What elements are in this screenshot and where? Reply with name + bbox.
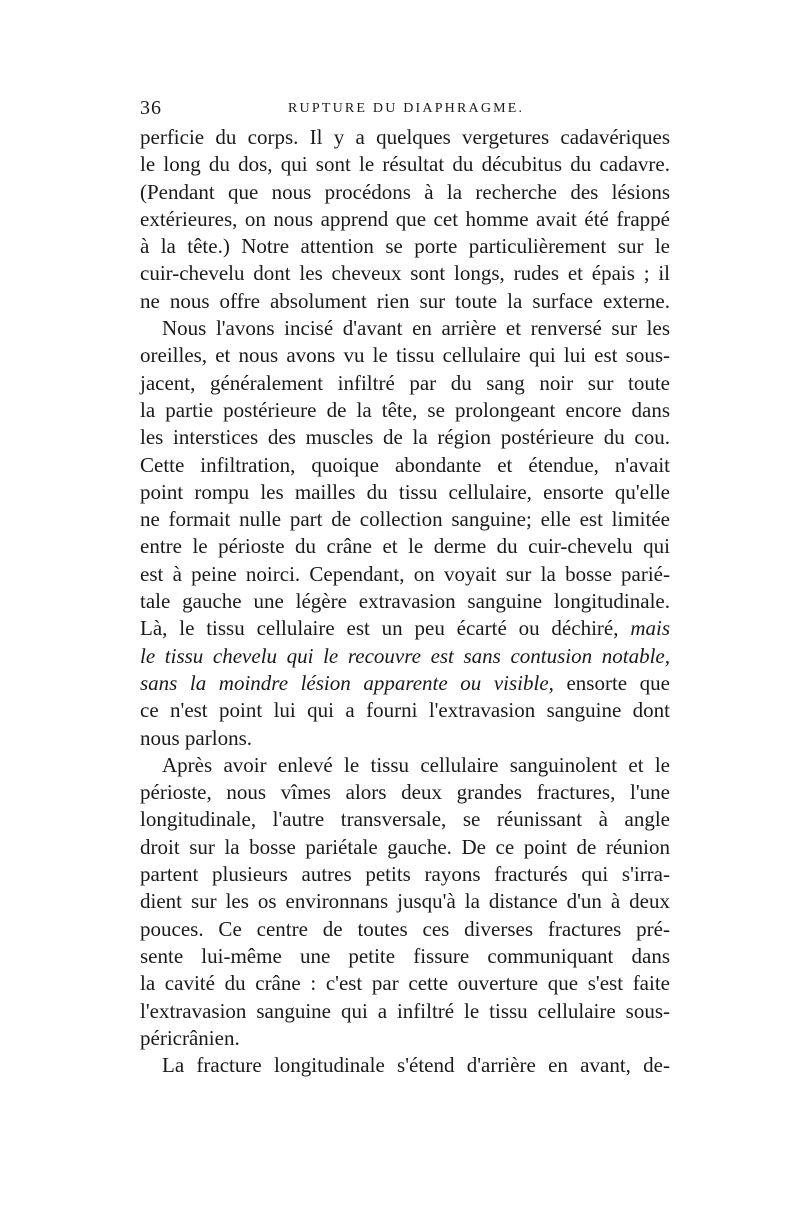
text-line: les interstices des muscles de la région postérieure du cou.	[140, 425, 670, 450]
text-line: ce n'est point lui qui a fourni l'extravasion sanguine dont	[140, 698, 670, 723]
italic-text-line: le tissu chevelu qui le recouvre est sans contusion notable,	[140, 643, 670, 668]
text-line: oreilles, et nous avons vu le tissu cellulaire qui lui est sous-	[140, 343, 670, 368]
running-head	[140, 97, 670, 119]
text-line: (Pendant que nous procédons à la recherche des lésions	[140, 179, 670, 204]
text-line: point rompu les mailles du tissu cellulaire, ensorte qu'elle	[140, 479, 670, 504]
text-line: tale gauche une légère extravasion sanguine longitudinale.	[140, 589, 670, 614]
paragraph-end-line: péricrânien.	[140, 1025, 240, 1050]
text-line: la partie postérieure de la tête, se prolongeant encore dans	[140, 397, 670, 422]
text-line: perficie du corps. Il y a quelques vergetures cadavériques	[140, 125, 670, 149]
paragraph-start-line: Nous l'avons incisé d'avant en arrière et renversé sur les	[162, 316, 670, 341]
text-line: entre le périoste du crâne et le derme du cuir-chevelu qui	[140, 534, 670, 559]
paragraph-start-line: Après avoir enlevé le tissu cellulaire sanguinolent et le	[162, 752, 670, 777]
text-line: est à peine noirci. Cependant, on voyait sur la bosse parié-	[140, 561, 670, 586]
page-number: 36	[140, 97, 162, 119]
italic-text: sans la moindre lésion apparente ou visible,	[140, 670, 554, 695]
text-line: à la tête.) Notre attention se porte particulièrement sur le	[140, 234, 670, 259]
text-line: ne formait nulle part de collection sanguine; elle est limitée	[140, 507, 670, 532]
text-line: jacent, généralement infiltré par du sang noir sur toute	[140, 370, 670, 395]
running-title: RUPTURE DU DIAPHRAGME.	[288, 101, 525, 116]
text-line: droit sur la bosse pariétale gauche. De ce point de réunion	[140, 834, 670, 859]
paragraph-end-line: nous parlons.	[140, 725, 252, 750]
text-line: la cavité du crâne : c'est par cette ouverture que s'est faite	[140, 971, 670, 996]
text-line: dient sur les os environnans jusqu'à la distance d'un à deux	[140, 889, 670, 914]
text-line: pouces. Ce centre de toutes ces diverses fractures pré-	[140, 916, 670, 941]
text-line: périoste, nous vîmes alors deux grandes fractures, l'une	[140, 780, 670, 805]
text-line: le long du dos, qui sont le résultat du décubitus du cadavre.	[140, 152, 670, 177]
text-line: l'extravasion sanguine qui a infiltré le tissu cellulaire sous-	[140, 998, 670, 1023]
text-line: sente lui-même une petite fissure communiquant dans	[140, 943, 670, 968]
text-line: Cette infiltration, quoique abondante et étendue, n'avait	[140, 452, 670, 477]
paragraph-start-line: La fracture longitudinale s'étend d'arrière en avant, de-	[162, 1053, 670, 1078]
text-line: cuir-chevelu dont les cheveux sont longs, rudes et épais ; il	[140, 261, 670, 286]
body-text	[140, 124, 670, 1079]
text-line: extérieures, on nous apprend que cet homme avait été frappé	[140, 206, 670, 231]
text-line: Là, le tissu cellulaire est un peu écarté ou déchiré, mais	[140, 616, 670, 641]
text-line: sans la moindre lésion apparente ou visible, ensorte que	[140, 670, 670, 695]
text-line: longitudinale, l'autre transversale, se réunissant à angle	[140, 807, 670, 832]
text-line: partent plusieurs autres petits rayons fracturés qui s'irra-	[140, 862, 670, 887]
text-line: ne nous offre absolument rien sur toute la surface externe.	[140, 288, 670, 313]
italic-text: mais	[630, 616, 670, 641]
